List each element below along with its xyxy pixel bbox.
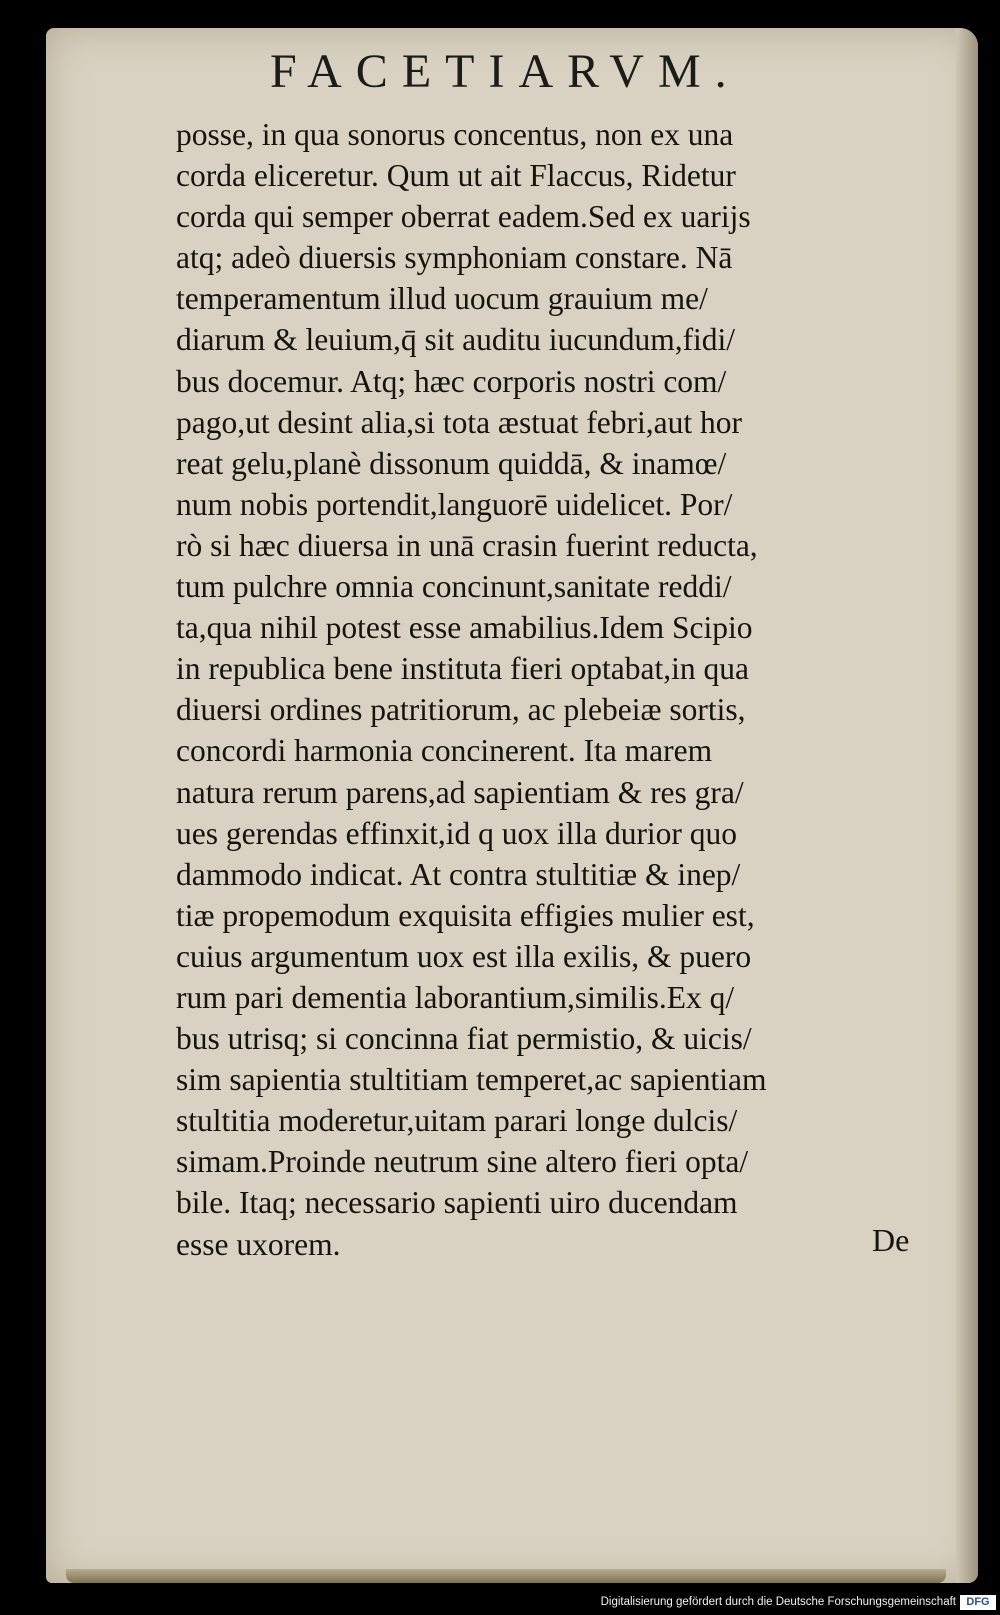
text-line: bile. Itaq; necessario sapienti uiro ducendam [176, 1185, 738, 1221]
text-line: sim sapientia stultitiam temperet,ac sapientiam [176, 1062, 767, 1098]
funding-credit: Digitalisierung gefördert durch die Deutsche Forschungsgemeinschaft [600, 1596, 956, 1608]
footer-bar [0, 1592, 1000, 1615]
text-line: natura rerum parens,ad sapientiam & res gra/ [176, 774, 744, 810]
text-line: pago,ut desint alia,si tota æstuat febri,aut hor [176, 404, 743, 440]
text-line: reat gelu,planè dissonum quiddā, & inamœ/ [176, 445, 727, 481]
page-bottom-edge [66, 1569, 946, 1583]
text-line: rum pari dementia laborantium,similis.Ex q/ [176, 979, 735, 1015]
catchword: De [872, 1222, 910, 1258]
text-line: dammodo indicat. At contra stultitiæ & inep/ [176, 856, 741, 892]
text-line: ta,qua nihil potest esse amabilius.Idem Scipio [176, 610, 753, 646]
text-line: in republica bene instituta fieri optabat,in qua [176, 651, 749, 687]
text-line: diuersi ordines patritiorum, ac plebeiæ sortis, [176, 692, 746, 728]
text-line: atq; adeò diuersis symphoniam constare. Nā [176, 240, 733, 276]
text-line: bus utrisq; si concinna fiat permistio, & uicis/ [176, 1021, 752, 1057]
body-text [176, 114, 896, 1265]
dfg-logo-icon: DFG [960, 1595, 996, 1610]
text-line: esse uxorem. [176, 1226, 341, 1262]
text-line: simam.Proinde neutrum sine altero fieri opta/ [176, 1144, 749, 1180]
text-line: corda qui semper oberrat eadem.Sed ex uarijs [176, 199, 751, 235]
text-line: tum pulchre omnia concinunt,sanitate reddi/ [176, 569, 732, 605]
text-line: posse, in qua sonorus concentus, non ex una [176, 117, 734, 152]
text-line: bus docemur. Atq; hæc corporis nostri com/ [176, 363, 727, 399]
text-line: num nobis portendit,languorē uidelicet. Por/ [176, 486, 733, 522]
text-line: corda eliceretur. Qum ut ait Flaccus, Ridetur [176, 158, 736, 194]
text-line: rò si hæc diuersa in unā crasin fuerint reducta, [176, 527, 758, 563]
text-line: temperamentum illud uocum grauium me/ [176, 281, 708, 317]
running-head: FACETIARVM. [270, 45, 741, 98]
text-line: cuius argumentum uox est illa exilis, & puero [176, 938, 752, 974]
text-line: tiæ propemodum exquisita effigies mulier est, [176, 897, 755, 933]
text-line: ues gerendas effinxit,id q uox illa durior quo [176, 815, 738, 851]
text-line: stultitia moderetur,uitam parari longe dulcis/ [176, 1103, 738, 1139]
text-line: diarum & leuium,q̄ sit auditu iucundum,fidi/ [176, 322, 736, 358]
page-edge-shadow [956, 28, 978, 1583]
text-line: concordi harmonia concinerent. Ita marem [176, 733, 713, 769]
